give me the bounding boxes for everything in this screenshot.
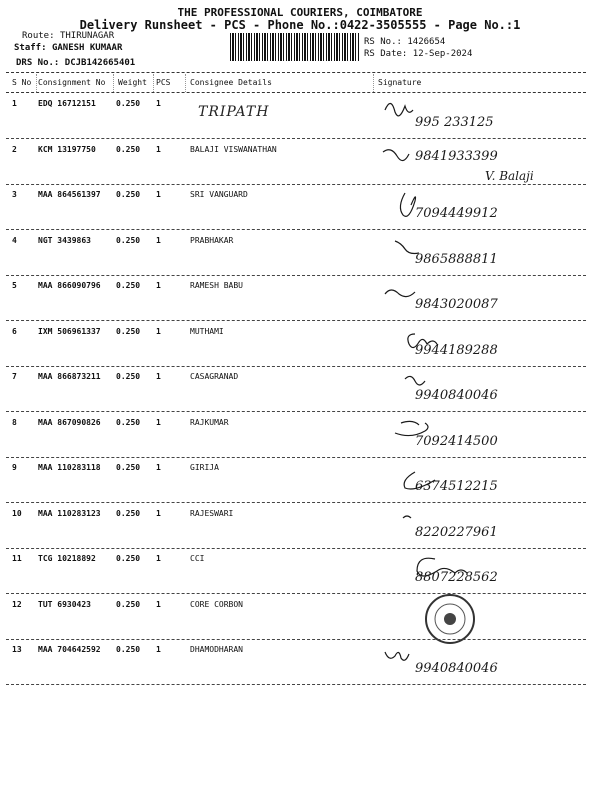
rs-no-value: 1426654 xyxy=(407,37,446,47)
row-divider xyxy=(6,684,586,685)
row-consignee: GIRIJA xyxy=(190,463,219,472)
drs-line xyxy=(16,58,135,69)
row-sno: 10 xyxy=(12,508,22,518)
row-divider xyxy=(6,184,586,185)
table-row xyxy=(0,551,600,596)
row-pcs: 1 xyxy=(156,417,161,427)
signature-phone: 9940840046 xyxy=(415,661,498,676)
row-weight: 0.250 xyxy=(116,190,141,199)
col-consignment: Consignment No xyxy=(38,78,106,87)
table-row xyxy=(0,506,600,551)
signature-handwriting xyxy=(375,506,590,551)
row-weight: 0.250 xyxy=(116,235,141,245)
row-consignee: MUTHAMI xyxy=(190,326,224,336)
row-consignee: BALAJI VISWANATHAN xyxy=(190,144,277,154)
row-consignment-no: MAA 110283123 xyxy=(38,508,101,518)
row-divider xyxy=(6,457,586,458)
table-row xyxy=(0,142,600,187)
row-consignment-no: NGT 3439863 xyxy=(38,235,91,245)
row-sno: 11 xyxy=(12,554,22,563)
row-divider xyxy=(6,320,586,321)
signature-name: V. Balaji xyxy=(485,168,534,183)
signature-phone: 9865888811 xyxy=(415,251,498,267)
col-divider xyxy=(113,74,114,92)
row-consignee: CASAGRANAD xyxy=(190,372,239,381)
signature-handwriting xyxy=(375,324,590,369)
row-sno: 1 xyxy=(12,99,17,108)
signature-handwriting xyxy=(375,369,590,414)
row-consignee: SRI VANGUARD xyxy=(190,190,248,199)
signature-handwriting xyxy=(375,187,590,232)
col-sno: S No xyxy=(12,78,32,87)
row-consignment-no: MAA 110283118 xyxy=(38,463,101,472)
row-weight: 0.250 xyxy=(116,99,141,108)
row-divider xyxy=(6,502,586,503)
signature-handwriting xyxy=(375,642,590,687)
row-consignment-no: MAA 866873211 xyxy=(38,372,101,381)
col-pcs: PCS xyxy=(156,78,171,87)
signature-phone: 7094449912 xyxy=(415,206,498,221)
row-divider xyxy=(6,593,586,594)
row-pcs: 1 xyxy=(156,144,161,154)
row-sno: 8 xyxy=(12,417,17,427)
row-pcs: 1 xyxy=(156,281,161,290)
row-weight: 0.250 xyxy=(116,554,141,563)
route-value: THIRUNAGAR xyxy=(59,31,115,41)
signature-handwriting xyxy=(375,233,590,278)
row-consignee: PRABHAKAR xyxy=(190,235,234,245)
signature-phone: 9940840046 xyxy=(415,388,498,403)
row-weight: 0.250 xyxy=(116,281,141,290)
table-row xyxy=(0,96,600,141)
table-row xyxy=(0,415,600,460)
row-consignee: RAJESWARI xyxy=(190,508,234,518)
signature-handwriting xyxy=(375,415,590,460)
col-divider xyxy=(153,74,154,92)
col-divider xyxy=(185,74,186,92)
rs-date-line xyxy=(364,49,472,60)
signature-handwriting xyxy=(375,597,590,642)
row-consignment-no: KCM 13197750 xyxy=(38,144,96,154)
row-consignment-no: MAA 864561397 xyxy=(38,190,101,199)
row-sno: 3 xyxy=(12,190,17,199)
signature-phone: 9841933399 xyxy=(415,148,498,164)
row-pcs: 1 xyxy=(156,645,161,654)
row-divider xyxy=(6,138,586,139)
signature-phone: 995 233125 xyxy=(415,115,494,130)
table-row xyxy=(0,460,600,505)
row-sno: 7 xyxy=(12,372,17,381)
signature-handwriting xyxy=(375,96,590,141)
staff-line xyxy=(14,43,122,54)
row-weight: 0.250 xyxy=(116,144,141,154)
row-divider xyxy=(6,548,586,549)
header-divider-top xyxy=(6,72,586,73)
row-pcs: 1 xyxy=(156,372,161,381)
row-consignee: DHAMODHARAN xyxy=(190,645,243,654)
drs-value: DCJB142665401 xyxy=(64,58,136,68)
signature-phone: 9944189288 xyxy=(415,342,498,358)
row-consignment-no: MAA 866090796 xyxy=(38,281,101,290)
table-row xyxy=(0,233,600,278)
row-weight: 0.250 xyxy=(116,372,141,381)
row-consignee: RAJKUMAR xyxy=(190,417,229,427)
signature-handwriting xyxy=(375,460,590,505)
table-row xyxy=(0,597,600,642)
row-consignment-no: MAA 867090826 xyxy=(38,417,101,427)
table-row xyxy=(0,278,600,323)
row-consignment-no: TUT 6930423 xyxy=(38,599,91,609)
col-divider xyxy=(373,74,374,92)
signature-handwriting xyxy=(375,142,590,187)
row-consignment-no: TCG 10218892 xyxy=(38,554,96,563)
row-sno: 12 xyxy=(12,599,22,609)
handwritten-consignee-1: TRIPATH xyxy=(198,104,270,120)
row-pcs: 1 xyxy=(156,599,161,609)
rs-no-label: RS No.: xyxy=(364,37,402,47)
row-pcs: 1 xyxy=(156,554,161,563)
route-label: Route: xyxy=(22,31,55,41)
row-divider xyxy=(6,275,586,276)
staff-label: Staff: xyxy=(14,43,47,53)
signature-phone: 7092414500 xyxy=(415,433,498,449)
signature-phone: 9843020087 xyxy=(415,297,498,312)
row-weight: 0.250 xyxy=(116,417,141,427)
signature-handwriting xyxy=(375,278,590,323)
row-pcs: 1 xyxy=(156,99,161,108)
row-consignee: RAMESH BABU xyxy=(190,281,243,290)
signature-phone: 8807228562 xyxy=(415,570,498,585)
row-divider xyxy=(6,229,586,230)
staff-value: GANESH KUMAAR xyxy=(51,43,123,53)
rs-no-line xyxy=(364,37,445,48)
row-consignment-no: IXM 506961337 xyxy=(38,326,101,336)
signature-phone: 6374512215 xyxy=(415,479,498,494)
row-consignee: CCI xyxy=(190,554,205,563)
signature-phone: 8220227961 xyxy=(415,524,498,540)
row-pcs: 1 xyxy=(156,508,161,518)
table-row xyxy=(0,369,600,414)
row-weight: 0.250 xyxy=(116,463,141,472)
runsheet-subtitle: Delivery Runsheet - PCS - Phone No.:0422-3505555 - Page No.:1 xyxy=(79,18,521,32)
row-consignee: CORE CORBON xyxy=(190,599,243,609)
rs-date-value: 12-Sep-2024 xyxy=(412,49,473,59)
drs-label: DRS No.: xyxy=(16,58,60,68)
row-pcs: 1 xyxy=(156,190,161,199)
row-sno: 13 xyxy=(12,645,22,654)
row-weight: 0.250 xyxy=(116,599,141,609)
row-divider xyxy=(6,639,586,640)
col-weight: Weight xyxy=(118,78,147,87)
row-sno: 2 xyxy=(12,144,17,154)
table-row xyxy=(0,187,600,232)
company-seal-stamp xyxy=(426,595,474,643)
row-weight: 0.250 xyxy=(116,645,141,654)
table-row xyxy=(0,642,600,687)
row-divider xyxy=(6,366,586,367)
row-sno: 9 xyxy=(12,463,17,472)
row-sno: 5 xyxy=(12,281,17,290)
col-consignee: Consignee Details xyxy=(190,78,272,87)
row-consignment-no: MAA 704642592 xyxy=(38,645,101,654)
company-title: THE PROFESSIONAL COURIERS, COIMBATORE xyxy=(177,6,423,19)
row-consignment-no: EDQ 16712151 xyxy=(38,99,96,108)
row-pcs: 1 xyxy=(156,235,161,245)
route-line xyxy=(22,31,114,42)
row-divider xyxy=(6,411,586,412)
barcode-image xyxy=(230,33,360,61)
row-sno: 6 xyxy=(12,326,17,336)
col-signature: Signature xyxy=(378,78,422,87)
header-divider-bottom xyxy=(6,92,586,93)
row-pcs: 1 xyxy=(156,463,161,472)
rs-date-label: RS Date: xyxy=(364,49,408,59)
row-weight: 0.250 xyxy=(116,508,141,518)
col-divider xyxy=(36,74,37,92)
signature-handwriting xyxy=(375,551,590,596)
row-sno: 4 xyxy=(12,235,17,245)
row-pcs: 1 xyxy=(156,326,161,336)
table-row xyxy=(0,324,600,369)
row-weight: 0.250 xyxy=(116,326,141,336)
